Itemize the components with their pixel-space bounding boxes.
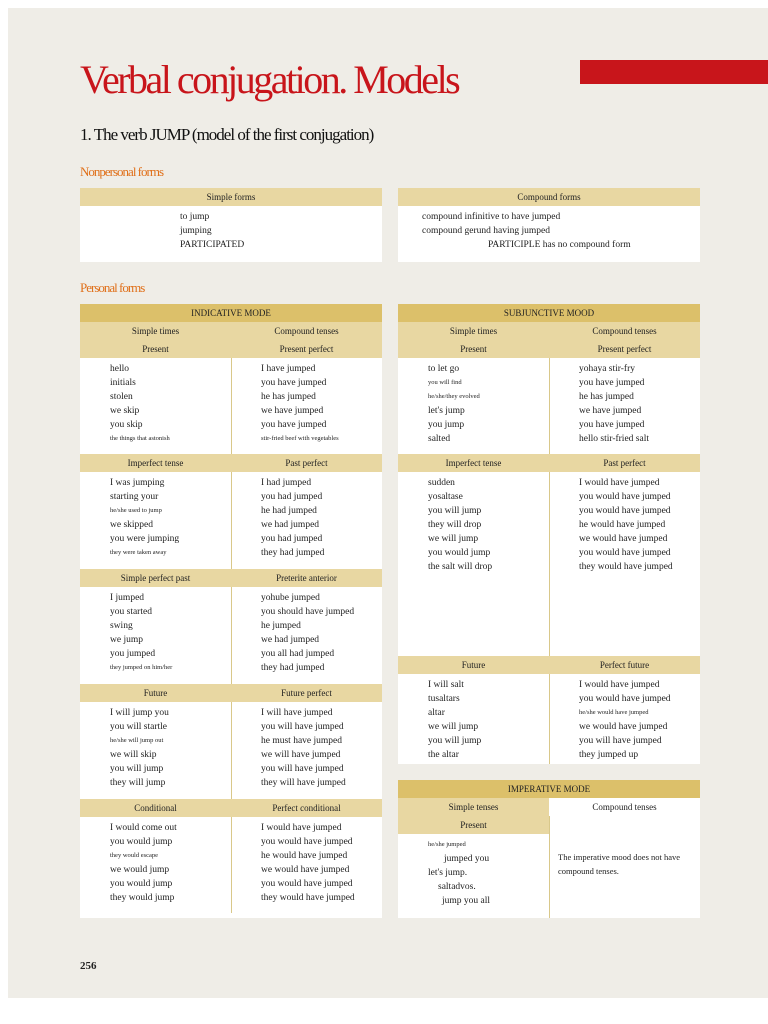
section-heading: 1. The verb JUMP (model of the first conjugation) (80, 125, 374, 144)
conj-line: to let go (428, 364, 460, 374)
title-accent-bar (580, 60, 768, 84)
tense-block (398, 340, 700, 454)
conj-line: we will have jumped (261, 750, 341, 760)
conj-line: you had jumped (261, 492, 323, 502)
conj-line: I would have jumped (261, 823, 342, 833)
conj-line: he must have jumped (261, 736, 342, 746)
conj-line: you jump (428, 420, 465, 430)
conj-line: he has jumped (579, 392, 634, 402)
conj-line: hello stir-fried salt (579, 434, 649, 444)
personal-heading: Personal forms (80, 280, 145, 295)
tense-title: Present (80, 340, 231, 358)
tense-block (80, 684, 382, 799)
tense-block (398, 454, 700, 656)
conj-line: you would jump (110, 879, 173, 889)
indicative-col-simple: Simple times (131, 326, 180, 336)
conj-line: hello (110, 364, 129, 374)
conj-line: we had jumped (261, 635, 320, 645)
imperative-note-line: The imperative mood does not have (558, 852, 681, 862)
conj-line: he had jumped (261, 506, 317, 516)
conj-line: you would have jumped (579, 506, 671, 516)
conj-line: they would have jumped (579, 562, 673, 572)
conj-line: he/she used to jump (110, 507, 162, 514)
conj-line: I will have jumped (261, 708, 333, 718)
tense-block (80, 569, 382, 684)
conj-line: you had jumped (261, 534, 323, 544)
tense-title: Preterite anterior (231, 569, 382, 587)
conj-line: let's jump (428, 406, 465, 416)
form-line: to jump (180, 212, 210, 222)
conj-line: starting your (110, 492, 159, 502)
imperative-col-compound: Compound tenses (549, 798, 700, 816)
conj-line: you were jumping (110, 534, 180, 544)
subjunctive-table (398, 304, 700, 764)
tense-block (80, 799, 382, 913)
nonpersonal-compound-box (398, 188, 700, 262)
conj-line: salted (428, 434, 451, 444)
conj-line: you will have jumped (261, 722, 344, 732)
conj-line: you would have jumped (261, 879, 353, 889)
conj-line: stolen (110, 392, 133, 402)
subjunctive-col-compound: Compound tenses (592, 326, 657, 336)
conj-line: he/she jumped (428, 841, 466, 848)
conj-line: altar (428, 708, 445, 718)
tense-title: Present perfect (231, 340, 382, 358)
conj-line: I was jumping (110, 478, 165, 488)
conj-line: tusaltars (428, 694, 460, 704)
conj-line: you have jumped (261, 420, 327, 430)
conj-line: you would jump (110, 837, 173, 847)
conj-line: we will skip (110, 750, 157, 760)
conj-line: I will jump you (110, 708, 169, 718)
conj-line: jumped you (444, 854, 490, 864)
conj-line: they had jumped (261, 663, 325, 673)
tense-title: Past perfect (231, 454, 382, 472)
conj-line: he/she will jump out (110, 737, 164, 744)
conj-line: you all had jumped (261, 649, 335, 659)
conj-line: we skip (110, 406, 140, 416)
conj-line: you will have jumped (579, 736, 662, 746)
conj-line: the altar (428, 750, 459, 760)
conj-line: you have jumped (261, 378, 327, 388)
tense-block (80, 340, 382, 454)
tense-title: Conditional (80, 799, 231, 817)
conj-line: they will drop (428, 520, 482, 530)
tense-title: Imperfect tense (398, 454, 549, 472)
conj-line: the things that astonish (110, 435, 170, 442)
conj-line: he would have jumped (579, 520, 666, 530)
conj-line: they would jump (110, 893, 175, 903)
imperative-table (398, 780, 700, 918)
nonpersonal-heading: Nonpersonal forms (80, 164, 164, 179)
conj-line: they jumped on him/her (110, 664, 173, 671)
conj-line: you have jumped (579, 378, 645, 388)
conj-line: let's jump. (428, 868, 468, 878)
conj-line: they would escape (110, 852, 159, 859)
conj-line: we have jumped (261, 406, 324, 416)
conj-line: swing (110, 621, 133, 631)
conj-line: we will jump (428, 534, 479, 544)
page-title: Verbal conjugation. Models (80, 57, 459, 102)
page (8, 8, 768, 998)
conj-line: initials (110, 378, 136, 388)
tense-block (398, 656, 700, 764)
tense-title: Future (398, 656, 549, 674)
conj-line: I had jumped (261, 478, 312, 488)
conj-line: you have jumped (579, 420, 645, 430)
conj-line: you should have jumped (261, 607, 355, 617)
nonpersonal-simple-box (80, 188, 382, 262)
conj-line: you skip (110, 420, 143, 430)
conj-line: we will jump (428, 722, 479, 732)
imperative-col-simple: Simple tenses (448, 802, 499, 812)
form-line: compound infinitive to have jumped (422, 212, 561, 222)
conj-line: we skipped (110, 520, 154, 530)
conj-line: they had jumped (261, 548, 325, 558)
conj-line: you would have jumped (579, 694, 671, 704)
conj-line: sudden (428, 478, 455, 488)
conj-line: we had jumped (261, 520, 320, 530)
page-number: 256 (80, 960, 97, 972)
conj-line: saltadvos. (438, 882, 476, 892)
conj-line: I have jumped (261, 364, 316, 374)
tense-title: Future (80, 684, 231, 702)
conj-line: we have jumped (579, 406, 642, 416)
conj-line: they jumped up (579, 750, 639, 760)
imperative-note-line: compound tenses. (558, 866, 619, 876)
subjunctive-col-simple: Simple times (449, 326, 498, 336)
tense-title: Perfect conditional (231, 799, 382, 817)
conj-line: we would jump (110, 865, 170, 875)
indicative-col-compound: Compound tenses (274, 326, 339, 336)
conj-line: he/she/they evolved (428, 393, 480, 400)
conj-line: I jumped (110, 593, 145, 603)
compound-forms-header: Compound forms (398, 188, 700, 206)
tense-title: Past perfect (549, 454, 700, 472)
conj-line: he jumped (261, 621, 301, 631)
conj-line: you will jump (428, 506, 482, 516)
conj-line: they would have jumped (261, 893, 355, 903)
conj-line: you started (110, 607, 152, 617)
imperative-header: IMPERATIVE MODE (398, 780, 700, 798)
conj-line: you would have jumped (579, 492, 671, 502)
indicative-header: INDICATIVE MODE (80, 304, 382, 322)
conj-line: they were taken away (110, 549, 167, 556)
simple-forms-header: Simple forms (80, 188, 382, 206)
tense-title: Present perfect (549, 340, 700, 358)
conj-line: you would jump (428, 548, 491, 558)
conj-line: yohaya stir-fry (579, 364, 635, 374)
conj-line: we jump (110, 635, 143, 645)
tense-title: Perfect future (549, 656, 700, 674)
conj-line: we would have jumped (261, 865, 350, 875)
conj-line: yosaltase (428, 492, 463, 502)
form-line: PARTICIPATED (180, 240, 245, 250)
conj-line: you jumped (110, 649, 156, 659)
form-line: jumping (180, 226, 212, 236)
form-line: PARTICIPLE has no compound form (488, 240, 631, 250)
conj-line: I would have jumped (579, 680, 660, 690)
conj-line: you would have jumped (579, 548, 671, 558)
conj-line: jump you all (442, 896, 491, 906)
conj-line: you will have jumped (261, 764, 344, 774)
conj-line: stir-fried beef with vegetables (261, 435, 339, 442)
tense-title: Present (398, 340, 549, 358)
tense-block (80, 454, 382, 569)
conj-line: he would have jumped (261, 851, 348, 861)
tense-title: Future perfect (231, 684, 382, 702)
conj-line: he has jumped (261, 392, 316, 402)
conj-line: I would have jumped (579, 478, 660, 488)
conj-line: I will salt (428, 680, 464, 690)
subjunctive-header: SUBJUNCTIVE MOOD (398, 304, 700, 322)
tense-title: Simple perfect past (80, 569, 231, 587)
conj-line: he/she would have jumped (579, 709, 649, 716)
conj-line: they will jump (110, 778, 166, 788)
conj-line: the salt will drop (428, 562, 493, 572)
conj-line: you will find (428, 379, 462, 386)
conj-line: I would come out (110, 823, 177, 833)
conj-line: we would have jumped (579, 534, 668, 544)
conj-line: we would have jumped (579, 722, 668, 732)
conj-line: you will startle (110, 722, 167, 732)
conj-line: they will have jumped (261, 778, 346, 788)
conj-line: you will jump (428, 736, 482, 746)
imperative-present-title: Present (398, 816, 549, 834)
conj-line: you would have jumped (261, 837, 353, 847)
conj-line: you will jump (110, 764, 164, 774)
form-line: compound gerund having jumped (422, 226, 550, 236)
indicative-table (80, 304, 382, 918)
conj-line: yohube jumped (261, 593, 320, 603)
tense-title: Imperfect tense (80, 454, 231, 472)
